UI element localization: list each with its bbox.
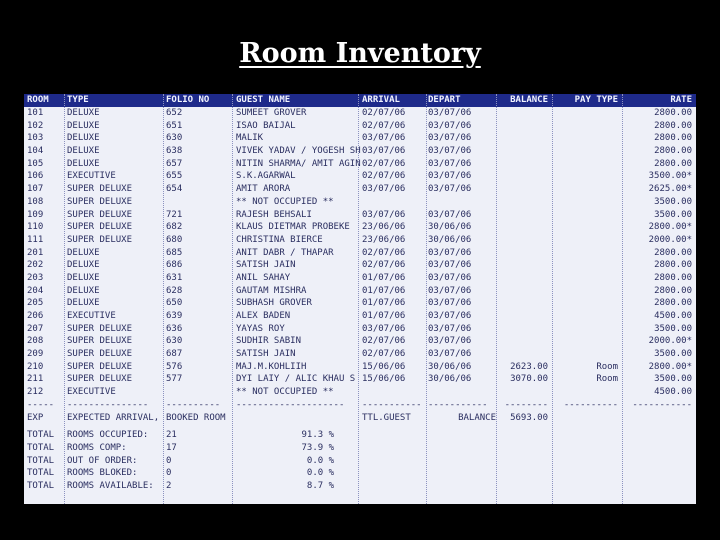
- cell-arrival: 03/07/06: [362, 323, 406, 334]
- cell-type: DELUXE: [67, 158, 100, 169]
- table-row: [24, 170, 696, 183]
- cell-arrival: 02/07/06: [362, 171, 406, 182]
- cell-type: DELUXE: [67, 146, 100, 157]
- table-row: [24, 373, 696, 386]
- cell-arrival: 01/07/06: [362, 311, 406, 321]
- total-description: ROOMS BLOKED:: [67, 468, 138, 479]
- cell-rate: 2000.00*: [648, 234, 692, 245]
- cell-room: 107: [27, 184, 44, 195]
- exp-balance-value: 5693.00: [510, 412, 548, 423]
- cell-rate: 3500.00*: [648, 171, 692, 182]
- cell-depart: 03/07/06: [428, 285, 472, 296]
- cell-room: 105: [27, 158, 44, 169]
- cell-rate: 2800.00*: [648, 361, 692, 372]
- exp-booked: BOOKED ROOM: [166, 412, 226, 423]
- cell-folio: 685: [166, 247, 183, 258]
- table-row: [24, 234, 696, 247]
- cell-folio: 639: [166, 311, 183, 321]
- cell-folio: 628: [166, 285, 183, 296]
- cell-guest: RAJESH BEHSALI: [236, 209, 312, 220]
- separator-cell: -----: [27, 399, 55, 410]
- cell-folio: 682: [166, 222, 183, 233]
- cell-guest: CHRISTINA BIERCE: [236, 234, 323, 245]
- cell-folio: 630: [166, 336, 183, 347]
- col-folio-header: FOLIO NO: [166, 95, 210, 105]
- cell-rate: 3500.00: [654, 323, 692, 334]
- cell-rate: 2800.00: [654, 298, 692, 309]
- cell-arrival: 03/07/06: [362, 133, 406, 144]
- cell-room: 111: [27, 234, 44, 245]
- cell-arrival: 02/07/06: [362, 108, 406, 118]
- table-row: [24, 196, 696, 209]
- cell-room: 206: [27, 311, 44, 321]
- cell-arrival: 15/06/06: [362, 374, 406, 385]
- cell-arrival: 03/07/06: [362, 209, 406, 220]
- cell-room: 210: [27, 361, 44, 372]
- totals-row: [24, 455, 696, 468]
- total-count: 17: [166, 442, 177, 453]
- cell-depart: 30/06/06: [428, 374, 472, 385]
- cell-guest: ISAO BAIJAL: [236, 120, 296, 131]
- cell-room: 102: [27, 120, 44, 131]
- separator-cell: ----------: [166, 399, 221, 410]
- cell-depart: 03/07/06: [428, 146, 472, 157]
- cell-type: SUPER DELUXE: [67, 361, 133, 372]
- cell-depart: 03/07/06: [428, 209, 472, 220]
- cell-folio: 687: [166, 349, 183, 360]
- cell-room: 212: [27, 387, 44, 398]
- table-row: [24, 107, 696, 120]
- col-type-header: TYPE: [67, 95, 89, 105]
- total-description: ROOMS COMP:: [67, 442, 127, 453]
- inventory-table: [24, 94, 696, 504]
- cell-room: 211: [27, 374, 44, 385]
- cell-arrival: 01/07/06: [362, 272, 406, 283]
- cell-depart: 30/06/06: [428, 222, 472, 233]
- table-body: [24, 107, 696, 399]
- cell-type: DELUXE: [67, 133, 100, 144]
- exp-guest-total: TTL.GUEST: [362, 412, 411, 423]
- cell-folio: 650: [166, 298, 183, 309]
- cell-folio: 721: [166, 209, 183, 220]
- table-row: [24, 183, 696, 196]
- total-percent: 73.9 %: [301, 442, 334, 453]
- cell-folio: 686: [166, 260, 183, 271]
- cell-guest: SUDHIR SABIN: [236, 336, 302, 347]
- separator-cell: ---------------: [67, 399, 149, 410]
- cell-type: SUPER DELUXE: [67, 184, 133, 195]
- cell-guest: MAJ.M.KOHLIIH: [236, 361, 307, 372]
- cell-rate: 2800.00: [654, 133, 692, 144]
- cell-room: 203: [27, 272, 44, 283]
- separator-cell: -----------: [362, 399, 422, 410]
- total-percent: 0.0 %: [306, 455, 334, 466]
- cell-guest: GAUTAM MISHRA: [236, 285, 307, 296]
- cell-guest: ANIT DABR / THAPAR: [236, 247, 334, 258]
- cell-type: DELUXE: [67, 272, 100, 283]
- cell-type: SUPER DELUXE: [67, 222, 133, 233]
- cell-room: 209: [27, 349, 44, 360]
- cell-rate: 3500.00: [654, 349, 692, 360]
- exp-balance-label: BALANCE: [458, 412, 496, 423]
- totals-row: [24, 442, 696, 455]
- cell-guest: AMIT ARORA: [236, 184, 291, 195]
- cell-arrival: 03/07/06: [362, 146, 406, 157]
- table-row: [24, 158, 696, 171]
- cell-arrival: 02/07/06: [362, 247, 406, 258]
- total-label: TOTAL: [27, 455, 55, 466]
- cell-depart: 03/07/06: [428, 336, 472, 347]
- cell-rate: 2800.00: [654, 158, 692, 169]
- cell-rate: 3500.00: [654, 196, 692, 207]
- separator-cell: --------------------: [236, 399, 345, 410]
- cell-depart: 03/07/06: [428, 272, 472, 283]
- cell-guest: VIVEK YADAV / YOGESH SH: [236, 146, 361, 157]
- cell-rate: 2800.00: [654, 146, 692, 157]
- total-percent: 8.7 %: [306, 480, 334, 491]
- cell-arrival: 03/07/06: [362, 184, 406, 195]
- cell-depart: 03/07/06: [428, 158, 472, 169]
- table-row: [24, 247, 696, 260]
- col-pay-header: PAY TYPE: [574, 95, 618, 105]
- table-row: [24, 335, 696, 348]
- col-balance-header: BALANCE: [510, 95, 548, 105]
- cell-room: 106: [27, 171, 44, 182]
- cell-rate: 3500.00: [654, 209, 692, 220]
- cell-folio: 630: [166, 133, 183, 144]
- cell-folio: 652: [166, 108, 183, 118]
- cell-pay: Room: [596, 361, 618, 372]
- cell-type: SUPER DELUXE: [67, 323, 133, 334]
- cell-guest: SATISH JAIN: [236, 349, 296, 360]
- table-row: [24, 285, 696, 298]
- cell-arrival: 01/07/06: [362, 285, 406, 296]
- cell-rate: 4500.00: [654, 311, 692, 321]
- totals-row: [24, 429, 696, 442]
- cell-depart: 03/07/06: [428, 171, 472, 182]
- cell-rate: 2800.00: [654, 272, 692, 283]
- table-row: [24, 323, 696, 336]
- cell-guest: ALEX BADEN: [236, 311, 291, 321]
- total-label: TOTAL: [27, 468, 55, 479]
- total-count: 2: [166, 480, 172, 491]
- cell-type: EXECUTIVE: [67, 171, 116, 182]
- cell-rate: 3500.00: [654, 374, 692, 385]
- cell-type: DELUXE: [67, 285, 100, 296]
- col-arrival-header: ARRIVAL: [362, 95, 400, 105]
- cell-arrival: 01/07/06: [362, 298, 406, 309]
- cell-depart: 03/07/06: [428, 120, 472, 131]
- cell-room: 108: [27, 196, 44, 207]
- cell-room: 109: [27, 209, 44, 220]
- cell-type: SUPER DELUXE: [67, 349, 133, 360]
- cell-guest: SATISH JAIN: [236, 260, 296, 271]
- cell-type: SUPER DELUXE: [67, 374, 133, 385]
- cell-arrival: 02/07/06: [362, 349, 406, 360]
- cell-guest: YAYAS ROY: [236, 323, 285, 334]
- total-label: TOTAL: [27, 442, 55, 453]
- cell-arrival: 02/07/06: [362, 120, 406, 131]
- cell-room: 207: [27, 323, 44, 334]
- total-count: 0: [166, 468, 172, 479]
- total-description: OUT OF ORDER:: [67, 455, 138, 466]
- total-percent: 91.3 %: [301, 430, 334, 441]
- table-header: [24, 94, 696, 107]
- cell-depart: 03/07/06: [428, 247, 472, 258]
- table-row: [24, 221, 696, 234]
- table-row: [24, 310, 696, 323]
- cell-type: DELUXE: [67, 120, 100, 131]
- cell-guest: DYI LAIY / ALIC KHAU S: [236, 374, 356, 385]
- separator-cell: -----------: [632, 399, 692, 410]
- cell-guest: SUBHASH GROVER: [236, 298, 312, 309]
- cell-room: 103: [27, 133, 44, 144]
- cell-arrival: 15/06/06: [362, 361, 406, 372]
- cell-rate: 2800.00*: [648, 222, 692, 233]
- col-depart-header: DEPART: [428, 95, 461, 105]
- totals-row: [24, 467, 696, 480]
- cell-room: 104: [27, 146, 44, 157]
- cell-rate: 2800.00: [654, 120, 692, 131]
- table-row: [24, 361, 696, 374]
- total-percent: 0.0 %: [306, 468, 334, 479]
- cell-type: DELUXE: [67, 108, 100, 118]
- cell-depart: 03/07/06: [428, 349, 472, 360]
- cell-folio: 577: [166, 374, 183, 385]
- col-rate-header: RATE: [670, 95, 692, 105]
- cell-depart: 03/07/06: [428, 108, 472, 118]
- cell-rate: 4500.00: [654, 387, 692, 398]
- table-row: [24, 132, 696, 145]
- total-description: ROOMS AVAILABLE:: [67, 480, 154, 491]
- total-label: TOTAL: [27, 480, 55, 491]
- cell-rate: 2000.00*: [648, 336, 692, 347]
- cell-depart: 03/07/06: [428, 323, 472, 334]
- cell-guest: KLAUS DIETMAR PROBEKE: [236, 222, 350, 233]
- cell-balance: 3070.00: [510, 374, 548, 385]
- total-label: TOTAL: [27, 430, 55, 441]
- cell-room: 204: [27, 285, 44, 296]
- cell-depart: 03/07/06: [428, 184, 472, 195]
- cell-depart: 30/06/06: [428, 361, 472, 372]
- total-count: 0: [166, 455, 172, 466]
- table-row: [24, 297, 696, 310]
- cell-depart: 30/06/06: [428, 234, 472, 245]
- separator-cell: ----------: [563, 399, 618, 410]
- col-room-header: ROOM: [27, 95, 49, 105]
- page-title: Room Inventory: [239, 38, 481, 69]
- cell-type: DELUXE: [67, 260, 100, 271]
- table-row: [24, 386, 696, 399]
- cell-guest: SUMEET GROVER: [236, 108, 307, 118]
- cell-room: 201: [27, 247, 44, 258]
- table-row: [24, 145, 696, 158]
- cell-type: SUPER DELUXE: [67, 209, 133, 220]
- total-count: 21: [166, 430, 177, 441]
- cell-guest: ANIL SAHAY: [236, 272, 291, 283]
- cell-room: 208: [27, 336, 44, 347]
- table-row: [24, 259, 696, 272]
- cell-arrival: 02/07/06: [362, 336, 406, 347]
- cell-folio: 631: [166, 272, 183, 283]
- cell-guest: NITIN SHARMA/ AMIT AGIN: [236, 158, 361, 169]
- totals-row: [24, 480, 696, 493]
- cell-type: EXECUTIVE: [67, 387, 116, 398]
- cell-rate: 2800.00: [654, 247, 692, 258]
- cell-folio: 680: [166, 234, 183, 245]
- table-row: [24, 348, 696, 361]
- cell-type: DELUXE: [67, 247, 100, 258]
- cell-folio: 576: [166, 361, 183, 372]
- cell-rate: 2800.00: [654, 285, 692, 296]
- cell-depart: 03/07/06: [428, 260, 472, 271]
- exp-type: EXPECTED ARRIVAL,: [67, 412, 160, 423]
- cell-depart: 03/07/06: [428, 133, 472, 144]
- cell-depart: 03/07/06: [428, 298, 472, 309]
- cell-folio: 651: [166, 120, 183, 131]
- expected-arrival-row: [24, 412, 696, 425]
- cell-pay: Room: [596, 374, 618, 385]
- col-guest-header: GUEST NAME: [236, 95, 291, 105]
- table-row: [24, 120, 696, 133]
- cell-guest: ** NOT OCCUPIED **: [236, 387, 334, 398]
- table-row: [24, 209, 696, 222]
- cell-room: 202: [27, 260, 44, 271]
- cell-folio: 638: [166, 146, 183, 157]
- cell-room: 101: [27, 108, 44, 118]
- cell-guest: ** NOT OCCUPIED **: [236, 196, 334, 207]
- cell-type: SUPER DELUXE: [67, 196, 133, 207]
- cell-type: SUPER DELUXE: [67, 234, 133, 245]
- cell-type: EXECUTIVE: [67, 311, 116, 321]
- cell-folio: 657: [166, 158, 183, 169]
- cell-rate: 2800.00: [654, 260, 692, 271]
- cell-guest: MALIK: [236, 133, 264, 144]
- cell-rate: 2800.00: [654, 108, 692, 118]
- separator-cell: -----------: [428, 399, 488, 410]
- cell-balance: 2623.00: [510, 361, 548, 372]
- cell-arrival: 02/07/06: [362, 260, 406, 271]
- cell-arrival: 23/06/06: [362, 234, 406, 245]
- cell-folio: 655: [166, 171, 183, 182]
- cell-arrival: 23/06/06: [362, 222, 406, 233]
- cell-type: SUPER DELUXE: [67, 336, 133, 347]
- exp-label: EXP: [27, 412, 44, 423]
- cell-room: 205: [27, 298, 44, 309]
- cell-room: 110: [27, 222, 44, 233]
- cell-guest: S.K.AGARWAL: [236, 171, 296, 182]
- cell-folio: 654: [166, 184, 183, 195]
- separator-row: [24, 399, 696, 412]
- cell-arrival: 02/07/06: [362, 158, 406, 169]
- cell-type: DELUXE: [67, 298, 100, 309]
- cell-depart: 03/07/06: [428, 311, 472, 321]
- total-description: ROOMS OCCUPIED:: [67, 430, 149, 441]
- cell-folio: 636: [166, 323, 183, 334]
- cell-rate: 2625.00*: [648, 184, 692, 195]
- table-row: [24, 272, 696, 285]
- separator-cell: --------: [504, 399, 548, 410]
- totals-section: [24, 429, 696, 492]
